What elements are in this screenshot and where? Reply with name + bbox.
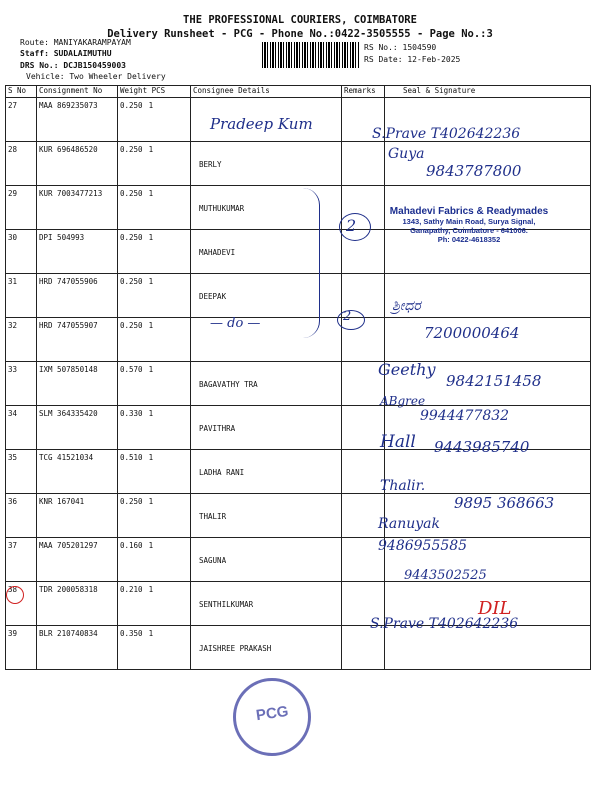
cell-consignment: TCG 41521034	[37, 450, 118, 494]
col-consignee: Consignee Details	[191, 86, 342, 98]
hand-r39-dl: DIL	[478, 598, 512, 619]
cell-sno: 32	[6, 318, 37, 362]
cell-consignment: SLM 364335420	[37, 406, 118, 450]
shop-stamp	[379, 206, 559, 244]
drs-text: DRS No.: DCJB150459003	[20, 61, 126, 70]
cell-weight: 0.210 1	[118, 582, 191, 626]
cell-consignee: SAGUNA	[191, 538, 342, 582]
table-row	[6, 626, 591, 670]
table-row	[6, 274, 591, 318]
col-remarks: Remarks	[342, 86, 385, 98]
stamp-name: Mahadevi Fabrics & Readymades	[389, 206, 549, 217]
hand-r30-remark: 2	[346, 216, 357, 235]
col-seal: Seal & Signature	[385, 86, 591, 98]
cell-sno: 39	[6, 626, 37, 670]
cell-sno: 28	[6, 142, 37, 186]
hand-r34-sig: ABgree	[380, 394, 426, 408]
cell-consignee: MAHADEVI	[191, 230, 342, 274]
cell-consignee: THALIR	[191, 494, 342, 538]
cell-consignee: SENTHILKUMAR	[191, 582, 342, 626]
route-text: Route: MANIYAKARAMPAYAM	[20, 38, 131, 47]
cell-consignee: JAISHREE PRAKASH	[191, 626, 342, 670]
hand-r39-sig: S.Prave T402642236	[370, 616, 519, 632]
cell-remarks	[342, 406, 385, 450]
col-consignment: Consignment No	[37, 86, 118, 98]
doc-title: THE PROFESSIONAL COURIERS, COIMBATORE	[183, 14, 417, 26]
cell-sno: 37	[6, 538, 37, 582]
hand-r37-phone: 9486955585	[378, 538, 468, 554]
hand-r38-sig: 9443502525	[404, 568, 487, 583]
cell-sno: 29	[6, 186, 37, 230]
rs-date: RS Date: 12-Feb-2025	[364, 55, 461, 64]
cell-seal	[385, 626, 591, 670]
cell-weight: 0.250 1	[118, 230, 191, 274]
cell-consignment: IXM 507850148	[37, 362, 118, 406]
cell-weight: 0.350 1	[118, 626, 191, 670]
cell-remarks	[342, 142, 385, 186]
hand-r27-sig: S.Prave T402642236	[372, 126, 521, 142]
cell-consignee: BAGAVATHY TRA	[191, 362, 342, 406]
cell-weight: 0.330 1	[118, 406, 191, 450]
bracket-mark	[303, 188, 320, 338]
cell-consignee: BERLY	[191, 142, 342, 186]
pcg-stamp-text: PCG	[254, 702, 290, 725]
staff-text: Staff: SUDALAIMUTHU	[20, 49, 112, 58]
cell-weight: 0.250 1	[118, 494, 191, 538]
cell-sno: 38	[6, 582, 37, 626]
cell-sno: 35	[6, 450, 37, 494]
table-row	[6, 450, 591, 494]
hand-r33-phone: 9842151458	[446, 372, 542, 390]
hand-r37-sig: Ranuyak	[378, 516, 440, 532]
cell-sno: 30	[6, 230, 37, 274]
rs-number: RS No.: 1504590	[364, 43, 437, 52]
table-header-row	[6, 86, 591, 98]
hand-r32-sig: ಶ್ರೀಧರ	[392, 298, 421, 314]
hand-r28-phone: 9843787800	[426, 162, 522, 180]
hand-r27-name: Pradeep Kum	[210, 115, 313, 133]
pcg-stamp	[233, 678, 311, 756]
hand-r35-sig: Hall	[380, 432, 416, 452]
cell-consignment: KUR 7003477213	[37, 186, 118, 230]
hand-r32-dash: — do —	[210, 316, 261, 331]
cell-consignment: TDR 200058318	[37, 582, 118, 626]
cell-consignment: KUR 696486520	[37, 142, 118, 186]
hand-r33-sig: Geethy	[378, 360, 436, 379]
cell-sno: 36	[6, 494, 37, 538]
cell-weight: 0.250 1	[118, 318, 191, 362]
hand-r32-phone: 7200000464	[424, 324, 520, 342]
cell-remarks	[342, 626, 385, 670]
hand-r34-phone: 9944477832	[420, 408, 510, 424]
cell-consignment: KNR 167041	[37, 494, 118, 538]
cell-consignee: MUTHUKUMAR	[191, 186, 342, 230]
cell-weight: 0.250 1	[118, 142, 191, 186]
cell-consignee: PAVITHRA	[191, 406, 342, 450]
hand-r36-phone: 9895 368663	[454, 494, 555, 512]
hand-r36-sig: Thalir.	[380, 478, 426, 494]
cell-consignment: MAA 705201297	[37, 538, 118, 582]
hand-r28-sig: Guya	[388, 146, 425, 162]
cell-weight: 0.570 1	[118, 362, 191, 406]
barcode	[262, 42, 360, 68]
cell-weight: 0.160 1	[118, 538, 191, 582]
cell-sno: 33	[6, 362, 37, 406]
hand-r32-remark: 2	[343, 309, 352, 324]
cell-consignee: LADHA RANI	[191, 450, 342, 494]
hand-r35-phone: 9443985740	[434, 438, 530, 456]
doc-subtitle: Delivery Runsheet - PCG - Phone No.:0422-3505555 - Page No.:3	[107, 28, 493, 40]
cell-consignment: BLR 210740834	[37, 626, 118, 670]
col-weight: Weight PCS	[118, 86, 191, 98]
cell-weight: 0.510 1	[118, 450, 191, 494]
cell-sno: 34	[6, 406, 37, 450]
stamp-addr1: 1343, Sathy Main Road, Surya Signal,	[402, 217, 536, 226]
cell-consignment: DPI 504993	[37, 230, 118, 274]
col-sno: S No	[6, 86, 37, 98]
vehicle-text: Vehicle: Two Wheeler Delivery	[26, 72, 166, 81]
cell-consignee: DEEPAK	[191, 274, 342, 318]
cell-consignment: HRD 747055907	[37, 318, 118, 362]
cell-weight: 0.250 1	[118, 186, 191, 230]
cell-weight: 0.250 1	[118, 274, 191, 318]
cell-sno: 27	[6, 98, 37, 142]
stamp-addr2: Ganapathy, Coimbatore - 641006.	[410, 226, 528, 235]
cell-sno: 31	[6, 274, 37, 318]
cell-consignment: HRD 747055906	[37, 274, 118, 318]
cell-consignment: MAA 869235073	[37, 98, 118, 142]
cell-remarks	[342, 450, 385, 494]
row-39-circle	[6, 586, 24, 604]
table-row	[6, 538, 591, 582]
cell-weight: 0.250 1	[118, 98, 191, 142]
stamp-phone: Ph: 0422-4618352	[437, 235, 501, 244]
